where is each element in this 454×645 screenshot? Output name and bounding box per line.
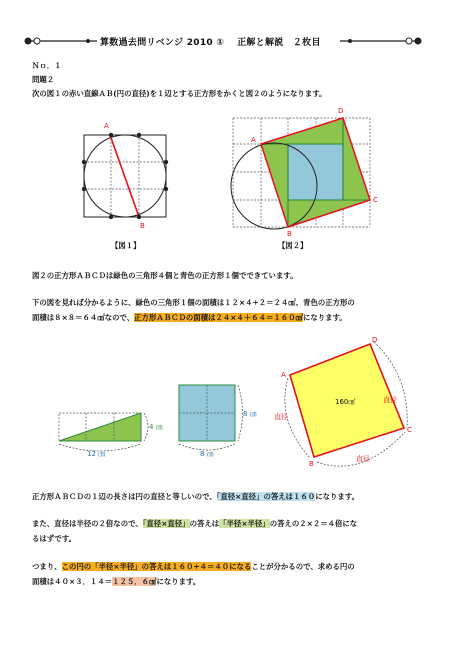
highlight-radius-result: この円の「半径×半径」の答えは１６０÷４＝４０になる: [61, 562, 252, 571]
label-160-area: 160㎠: [335, 398, 356, 406]
fig2-point-b: B: [287, 230, 292, 238]
big-square-point-b: B: [309, 460, 314, 468]
label-12cm: 12 ㎝: [87, 450, 106, 458]
big-square-point-c: C: [407, 426, 412, 434]
explanation-p5-line2: 面積は４０×３．１４＝１２５．６㎠になります。: [32, 577, 201, 586]
fig2-point-a: A: [251, 136, 256, 144]
explanation-p2-line2: 面積は８×８＝６４㎠なので、正方形ＡＢＣＤの面積は２４×４＋６４＝１６０㎠になります。: [32, 313, 347, 322]
label-diameter-left: 直径: [274, 413, 288, 421]
explanation-p1: 図２の正方形ＡＢＣＤは緑色の三角形４個と青色の正方形１個でできています。: [32, 271, 298, 280]
label-8cm-bottom: 8 ㎝: [200, 450, 214, 458]
explanation-p3: 正方形ＡＢＣＤの１辺の長さは円の直径と等しいので、「直径×直径」の答えは１６０になります。: [32, 492, 359, 501]
label-4cm: 4 ㎝: [149, 423, 163, 431]
label-diameter-bottom: 直径: [356, 455, 370, 463]
explanation-p4-line1: また、直径は半径の２倍なので、「直径×直径」の答えは「半径×半径」の答えの２×２＝４倍にな: [32, 519, 358, 528]
explanation-p5-line1: つまり、この円の「半径×半径」の答えは１６０÷４＝４０になることが分かるので、求める円の: [32, 562, 355, 571]
label-8cm-side: 8 ㎝: [243, 410, 257, 418]
problem-number: Ｎｏ．１: [32, 61, 62, 70]
highlight-diameter-product: 「直径×直径」: [142, 519, 190, 528]
highlight-area-result: 正方形ＡＢＣＤの面積は２４×４＋６４＝１６０㎠: [134, 313, 303, 322]
big-square-point-a: A: [281, 371, 286, 379]
fig2-point-c: C: [373, 196, 378, 204]
fig1-caption: 【図１】: [111, 241, 141, 250]
explanation-p4-line2: るはずです。: [32, 534, 76, 543]
problem-statement: 次の図１の赤い直線ＡＢ(円の直径)を１辺とする正方形をかくと図２のようになります。: [32, 89, 327, 98]
fig2-caption: 【図２】: [278, 241, 308, 250]
fig1-point-b: B: [140, 222, 145, 230]
fig2-point-d: D: [338, 107, 344, 115]
explanation-p2-line1: 下の図を見れば分かるように、緑色の三角形１個の面積は１２×４÷２＝２４㎠、青色の正方形の: [32, 298, 355, 307]
highlight-diameter-squared: 「直径×直径」の答えは１６０: [216, 492, 316, 501]
highlight-radius-product: 「半径×半径」: [219, 519, 270, 528]
label-diameter-right: 直径: [383, 396, 397, 404]
page-title: 算数過去問リベンジ 2010 ① 正解と解説 ２枚目: [100, 38, 321, 48]
big-square-point-d: D: [372, 336, 378, 344]
fig1-point-a: A: [104, 122, 109, 130]
problem-label: 問題２: [32, 75, 55, 84]
highlight-final-answer: １２５．６㎠: [112, 577, 157, 586]
